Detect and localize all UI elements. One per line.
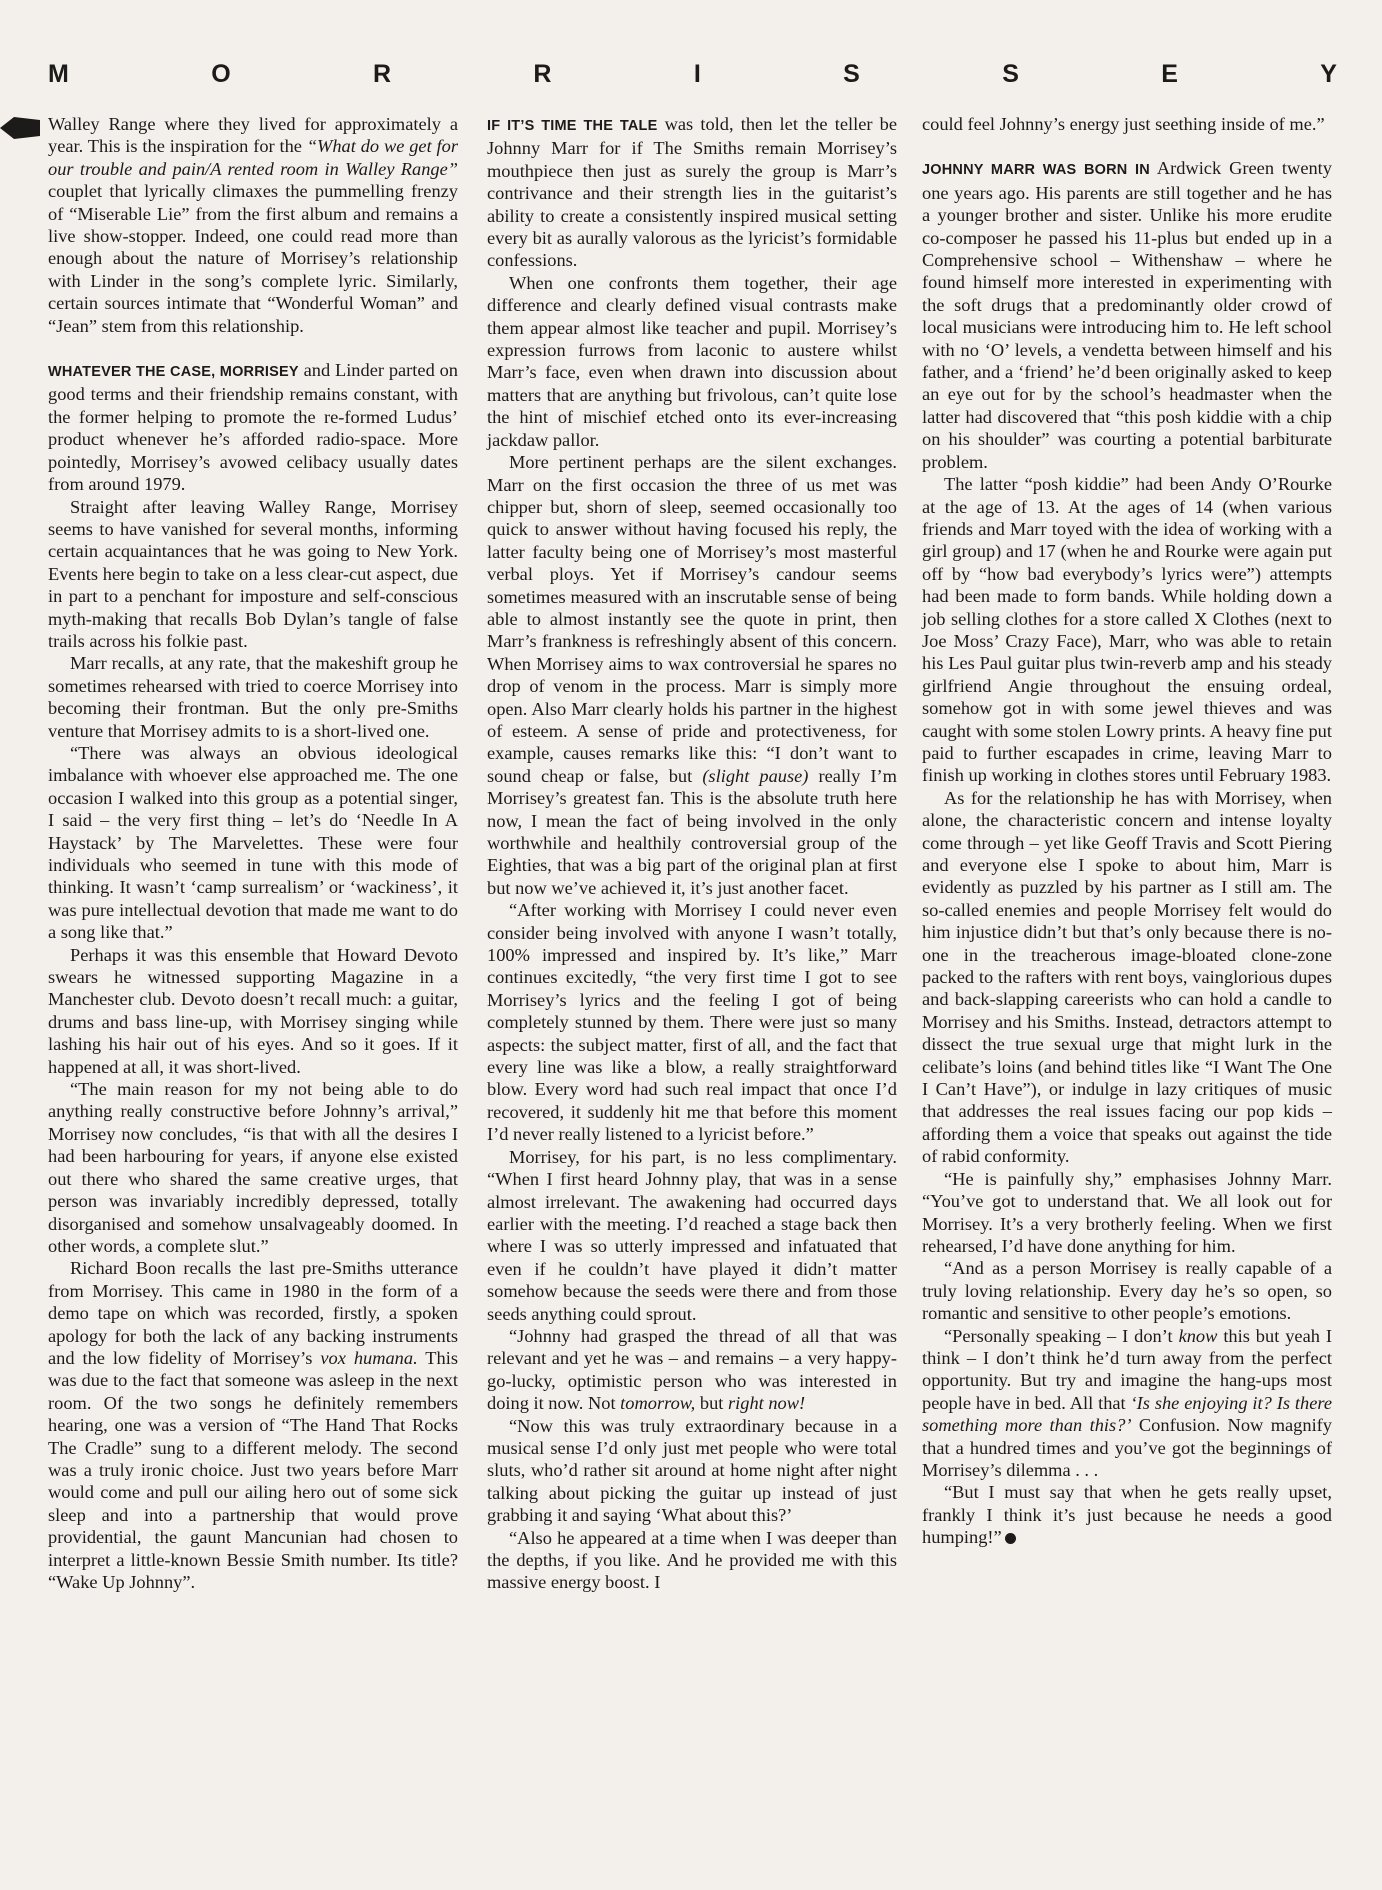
paragraph-text: “There was always an obvious ideological imbalance with whoever else approached me. The one occasion I walked into this group as a potential singer, I said – the very first thing – let’s do ‘Needle In A Haystack’ by The Marvelettes. These were four individuals who seemed in tune with this mode of thinking. It wasn’t ‘camp surrealism’ or ‘wackiness’, it was pure intellectual devotion that made me want to do a song like that.” [48,742,458,943]
paragraph-text: Richard Boon recalls the last pre-Smiths utterance from Morrisey. This came in 1980 in the form of a demo tape on which was recorded, firstly, a spoken apology for both the lack of any backing instruments and the low fidelity of Morrisey’s [48,1258,458,1368]
paragraph-text: right now! [727,1393,806,1414]
paragraph-text: this but yeah I think – I don’t think he’d turn away from the perfect opportunity. But try and imagine the hang-ups most people have in bed. All that [922,1325,1332,1413]
column-3 [922,113,1332,1549]
article-paragraph [48,944,458,1078]
masthead [48,60,1338,89]
masthead-letter: S [843,60,861,88]
article-paragraph [487,1527,897,1594]
article-paragraph [922,787,1332,1168]
paragraph-text: Perhaps it was this ensemble that Howard Devoto swears he witnessed supporting Magazine in a Manchester club. Devoto doesn’t recall much: a guitar, drums and bass line-up, with Morrisey singing while lashing his hair out of his eyes. And so it goes. If it happened at all, it was short-lived. [48,944,458,1077]
section-lead-in: JOHNNY MARR WAS BORN IN [922,162,1150,179]
paragraph-text: but [695,1393,728,1414]
masthead-letter: E [1161,60,1179,88]
article-paragraph [48,1078,458,1257]
paragraph-text: “Personally speaking – I don’t [944,1325,1179,1346]
paragraph-text: When one confronts them together, their age difference and clearly defined visual contrasts make them appear almost like teacher and pupil. Morrisey’s expression furrows from laconic to austere whilst Marr’s face, even when drawn into discussion about matters that are anything but frivolous, can’t quite lose the hint of mischief etched onto its ever-increasing jackdaw pallor. [487,272,897,450]
paragraph-text: As for the relationship he has with Morrisey, when alone, the characteristic concern and intense loyalty come through – yet like Geoff Travis and Scott Piering and everyone else I spoke to about him, Marr is evidently as puzzled by his partner as I still am. The so-called enemies and people Morrisey felt would do him injustice didn’t but that’s only because there is no-one in the treacherous image-bloated clone-zone packed to the rafters with rent boys, vainglorious dupes and back-slapping careerists who can hold a candle to Morrisey and his Smiths. Instead, detractors attempt to dissect the true sexual urge that might lurk in the celibate’s loins (and behind titles like “I Want The One I Can’t Have”), or indulge in lazy critiques of music that addresses the real issues facing our pop kids – affording them a voice that speaks out against the tide of rabid conformity. [922,787,1332,1167]
article-paragraph [922,157,1332,473]
masthead-letter: R [373,60,393,88]
masthead-letter: O [211,60,232,88]
paragraph-text: could feel Johnny’s energy just seething inside of me.” [922,114,1325,134]
masthead-letter: M [48,60,70,88]
paragraph-text: vox humana. [320,1347,418,1368]
article-paragraph [922,473,1332,787]
article-paragraph [48,113,458,337]
paragraph-text: “And as a person Morrisey is really capable of a truly loving relationship. Every day he’s so open, so romantic and sensitive to other people’s emotions. [922,1258,1332,1324]
article-paragraph [48,742,458,944]
paragraph-text: tomorrow, [620,1393,696,1414]
article-paragraph [487,1325,897,1415]
paragraph-text: “The main reason for my not being able to do anything really constructive before Johnny’s arrival,” Morrisey now concludes, “is that with all the desires I had been harbouring for years, if anyone else existed out there who shared the same creative urges, that person was invariably incredibly depressed, totally disorganised and somehow unsalvageably doomed. In other words, a complete slut.” [48,1079,458,1256]
article-paragraph [487,899,897,1145]
paragraph-text: “Johnny had grasped the thread of all that was relevant and yet he was – and remains – a very happy-go-lucky, optimistic person who was interested in doing it now. Not [487,1325,897,1414]
article-paragraph [487,451,897,899]
column-1 [48,113,458,1593]
paragraph-text: Walley Range where they lived for approximately a year. This is the inspiration for the [48,114,458,157]
article-paragraph [487,113,897,272]
article-paragraph [922,113,1332,135]
article-paragraph [922,1325,1332,1482]
paragraph-text: really I’m Morrisey’s greatest fan. This is the absolute truth here now, I mean the fact of being involved in the only worthwhile and healthily controversial group of the Eighties, that was a big part of the original plan at first but now we’ve achieved it, it’s just another facet. [487,765,897,898]
article-paragraph [48,652,458,742]
masthead-letter: Y [1320,60,1338,88]
paragraph-text: Straight after leaving Walley Range, Morrisey seems to have vanished for several months, informing certain acquaintances that he was going to New York. Events here begin to take on a less clear-cut aspect, due in part to a penchant for imposture and self-conscious myth-making that recalls Bob Dylan’s tangle of false trails across his folkie past. [48,496,458,651]
paragraph-text: The latter “posh kiddie” had been Andy O’Rourke at the age of 13. At the ages of 14 (when various friends and Marr toyed with the idea of working with a girl group) and 17 (when he and Rourke were again put off by “how bad everybody’s lyrics were”) attempts had been made to form bands. While holding down a job selling clothes for a store called X Clothes (next to Joe Moss’ Crazy Face), Marr, who was able to retain his Les Paul guitar plus twin-reverb amp and his steady girlfriend Angie throughout the ensuing ordeal, somehow got in with some jewel thieves and was caught with some stolen Lowry prints. A heavy fine put paid to further escapades in crime, leaving Marr to finish up working in clothes stores until February 1983. [922,474,1332,786]
article-paragraph [922,1481,1332,1548]
paragraph-text: know [1178,1325,1218,1346]
section-lead-in: IF IT’S TIME THE TALE [487,118,658,134]
paragraph-text: Ardwick Green twenty one years ago. His parents are still together and he has a younger brother and sister. Unlike his more erudite co-composer he passed his 11-plus but ended up in a Comprehensive school – Withenshaw – where he found himself more interested in experimenting with the soft drugs that a predominantly older crowd of local musicians were introducing him to. He left school with no ‘O’ levels, a vendetta between himself and his father, and a ‘friend’ he’d been originally asked to keep an eye out for by the school’s headmaster when the latter had discovered that “this posh kiddie with a chip on his shoulder” was courting a potential barbiturate problem. [922,158,1332,472]
continuation-arrow-icon [0,117,40,139]
article-paragraph [48,496,458,653]
masthead-letter: R [533,60,553,88]
paragraph-text: “But I must say that when he gets really upset, frankly I think it’s just because he needs a good humping!” [922,1482,1332,1548]
column-2 [487,113,897,1594]
article-paragraph [922,1168,1332,1258]
paragraph-text: Marr recalls, at any rate, that the makeshift group he sometimes rehearsed with tried to coerce Morrisey into becoming their frontman. But the only pre-Smiths venture that Morrisey admits to is a short-lived one. [48,653,458,741]
paragraph-text: ‘Is she enjoying it? Is there something more than this?’ [922,1392,1332,1436]
article-paragraph [922,1257,1332,1324]
paragraph-text: Morrisey, for his part, is no less complimentary. “When I first heard Johnny play, that was in a sense almost irrelevant. The awakening had occurred days earlier with the meeting. I’d reached a stage back then where I was so utterly impressed and infatuated that even if he couldn’t have played it didn’t matter somehow because the seeds were there and from those seeds anything could sprout. [487,1146,897,1324]
end-mark-icon [1005,1533,1016,1544]
masthead-letter: I [693,60,702,88]
article-paragraph [48,359,458,495]
masthead-letter: S [1002,60,1020,88]
paragraph-text: “Also he appeared at a time when I was deeper than the depths, if you like. And he provided me with this massive energy boost. I [487,1527,897,1593]
paragraph-text: was told, then let the teller be Johnny Marr for if The Smiths remain Morrisey’s mouthpiece then just as surely the group is Marr’s contrivance and their strength lies in the guitarist’s ability to create a consistently inspired musical setting every bit as aurally valorous as the lyricist’s formidable confessions. [487,114,898,271]
article-paragraph [487,272,897,451]
section-lead-in: WHATEVER THE CASE, MORRISEY [48,364,299,381]
paragraph-text: (slight pause) [702,765,809,786]
paragraph-text: This was due to the fact that someone was asleep in the next room. Of the two songs he definitely remembers hearing, one was a version of “The Hand That Rocks The Cradle” sung to a different melody. The second was a truly ironic choice. Just two years before Marr would come and pull our ailing hero out of some sick sleep and into a partnership that would prove providential, the gaunt Mancunian had chosen to interpret a little-known Bessie Smith number. Its title? “Wake Up Johnny”. [48,1347,458,1592]
article-paragraph [487,1146,897,1325]
paragraph-text: couplet that lyrically climaxes the pummelling frenzy of “Miserable Lie” from the first album and remains a live show-stopper. Indeed, one could read more than enough about the nature of Morrisey’s relationship with Linder in the song’s complete lyric. Similarly, certain sources intimate that “Wonderful Woman” and “Jean” stem from this relationship. [48,181,458,336]
paragraph-text: “After working with Morrisey I could never even consider being involved with anyone I wasn’t totally, 100% impressed and inspired by. It’s like,” Marr continues excitedly, “the very first time I got to see Morrisey’s lyrics and the feeling I got of being completely stunned by them. There were just so many aspects: the subject matter, first of all, and the fact that every line was like a blow, a really straightforward blow. Every word had such real impact that once I’d recovered, it suddenly hit me that before this moment I’d never really listened to a lyricist before.” [487,900,897,1145]
paragraph-text: More pertinent perhaps are the silent exchanges. Marr on the first occasion the three of us met was chipper but, shorn of sleep, seemed occasionally too quick to answer without having focused his reply, the latter faculty being one of Morrisey’s most masterful verbal ploys. Yet if Morrisey’s candour seems sometimes measured with an inscrutable sense of being able to almost instantly see the quote in print, then Marr’s frankness is refreshingly absent of this concern. When Morrisey aims to wax controversial he spares no drop of venom in the process. Marr is simply more open. Also Marr clearly holds his partner in the highest of esteem. A sense of pride and protectiveness, for example, causes remarks like this: “I don’t want to sound cheap or false, but [487,452,897,786]
paragraph-text: Confusion. Now magnify that a hundred times and you’ve got the beginnings of Morrisey’s dilemma . . . [922,1415,1332,1480]
paragraph-text: and Linder parted on good terms and their friendship remains constant, with the former helping to promote the re-formed Ludus’ product whenever he’s afforded radio-space. More pointedly, Morrisey’s avowed celibacy usually dates from around 1979. [48,360,458,495]
paragraph-text: “Now this was truly extraordinary because in a musical sense I’d only just met people who were total sluts, who’d rather sit around at home night after night talking about picking the guitar up instead of just grabbing it and saying ‘What about this?’ [487,1415,897,1526]
article-paragraph [487,1415,897,1527]
paragraph-text: “He is painfully shy,” emphasises Johnny Marr. “You’ve got to understand that. We all look out for Morrisey. It’s a very brotherly feeling. When we first rehearsed, I’d have done anything for him. [922,1168,1332,1256]
article-paragraph [48,1257,458,1593]
paragraph-text: “What do we get for our trouble and pain/A rented room in Walley Range” [48,136,458,179]
